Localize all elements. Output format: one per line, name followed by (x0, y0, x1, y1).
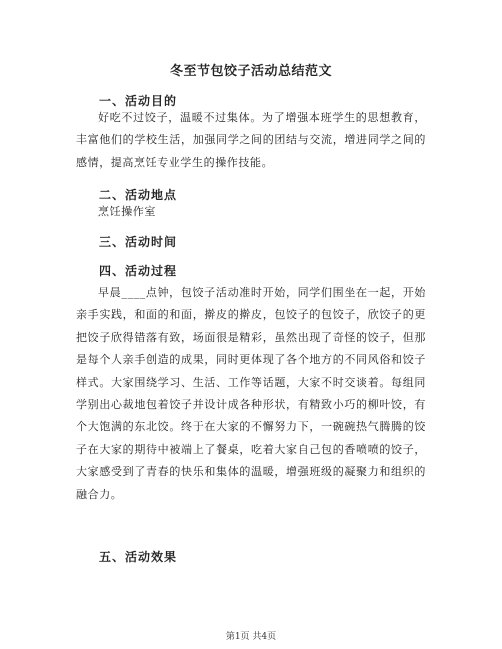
page-title: 冬至节包饺子活动总结范文 (169, 64, 332, 79)
section-heading-effect: 五、活动效果 (99, 550, 178, 564)
page-footer: 第1页 共4页 (225, 632, 277, 642)
section-heading-time: 三、活动时间 (99, 235, 178, 249)
section-body-process: 早晨____点钟，包饺子活动准时开始，同学们围坐在一起，开始亲手实践，和面的和面，擀皮的擀皮，包饺子的包饺子，欣饺子的更把饺子欣得错落有致，场面很是精彩，虽然出现了奇怪的饺子，但那是每个人亲手创造的成果，同时更体现了各个地方的不同风俗和饺子样式。大家围绕学习、生活、工作等话题，大家不时交谈着。每组同学别出心裁地包着饺子并设计成各种形状，有精致小巧的柳叶饺，有个大饱满的东北饺。终于在大家的不懈努力下，一碗碗热气腾腾的饺子在大家的期待中被端上了餐桌，吃着大家自己包的香喷喷的饺子，大家感受到了青春的快乐和集体的温暖，增强班级的凝聚力和组织的融合力。 (76, 286, 426, 501)
section-heading-purpose: 一、活动目的 (99, 94, 178, 108)
section-heading-process: 四、活动过程 (99, 264, 178, 278)
section-body-location: 烹饪操作室 (98, 205, 156, 218)
section-body-purpose: 好吃不过饺子，温暖不过集体。为了增强本班学生的思想教育，丰富他们的学校生活，加强同学之间的团结与交流，增进同学之间的感情，提高烹饪专业学生的操作技能。 (76, 111, 426, 169)
section-heading-location: 二、活动地点 (99, 188, 178, 202)
